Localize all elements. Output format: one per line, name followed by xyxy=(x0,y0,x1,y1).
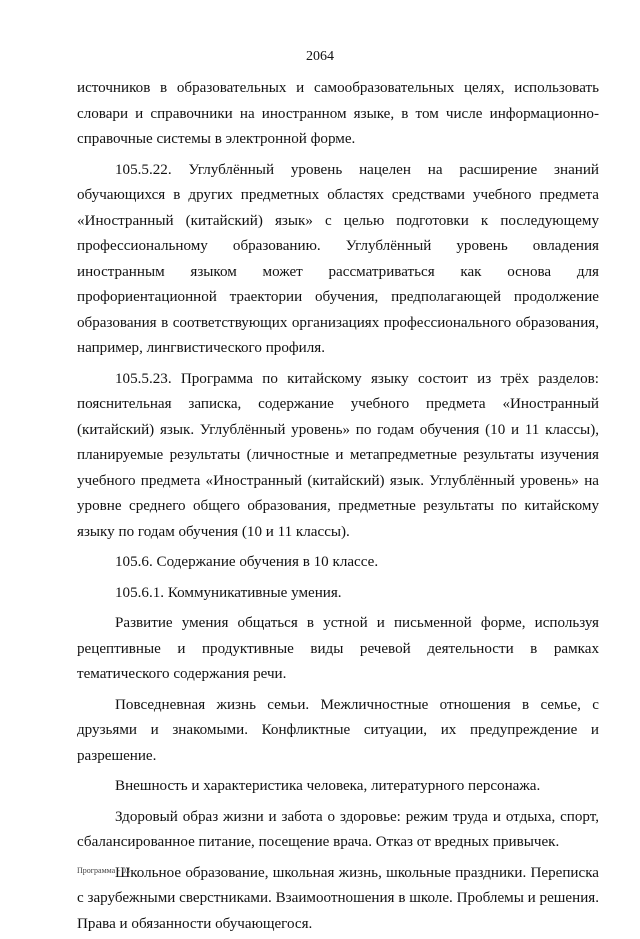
section-heading-105-6: 105.6. Содержание обучения в 10 классе. xyxy=(115,554,379,570)
paragraph-family-life: Повседневная жизнь семьи. Межличностные отношения в семье, с друзьями и знакомыми. Конфликтные ситуации, их предупреждение и разрешение. xyxy=(77,696,599,764)
paragraph-school-education: Школьное образование, школьная жизнь, школьные праздники. Переписка с зарубежными сверстниками. Взаимоотношения в школе. Проблемы и решения. Права и обязанности обучающегося. xyxy=(77,864,599,932)
page-footer: Программа - 03 xyxy=(77,866,130,875)
document-body xyxy=(77,76,599,939)
section-heading-105-6-1: 105.6.1. Коммуникативные умения. xyxy=(115,584,342,601)
paragraph-healthy-lifestyle: Здоровый образ жизни и забота о здоровье: режим труда и отдыха, спорт, сбалансированное питание, посещение врача. Отказ от вредных привычек. xyxy=(77,808,599,850)
page-number: 2064 xyxy=(306,49,334,64)
paragraph-105-5-23: 105.5.23. Программа по китайскому языку состоит из трёх разделов: пояснительная записка, содержание учебного предмета «Иностранный (китайский) язык. Углублённый уровень» по годам обучения (10 и 11 классы), планируемые результаты (личностные и метапредметные результаты изучения учебного предмета «Иностранный (китайский) язык. Углублённый уровень» на уровне среднего общего образования, предметные результаты по китайскому языку по годам обучения (10 и 11 классы). xyxy=(77,370,599,540)
paragraph-appearance: Внешность и характеристика человека, литературного персонажа. xyxy=(115,778,541,794)
paragraph-105-5-22: 105.5.22. Углублённый уровень нацелен на расширение знаний обучающихся в других предметных областях средствами учебного предмета «Иностранный (китайский) язык» с целью подготовки к последующему профессиональному образованию. Углублённый уровень овладения иностранным языком может рассматриваться как основа для профориентационной траектории обучения, предполагающей продолжение образования в соответствующих организациях профессионального образования, например, лингвистического профиля. xyxy=(77,161,599,356)
paragraph-communication-skills: Развитие умения общаться в устной и письменной форме, используя рецептивные и продуктивные виды речевой деятельности в рамках тематического содержания речи. xyxy=(77,615,599,682)
paragraph-continuation: источников в образовательных и самообразовательных целях, использовать словари и справочники на иностранном языке, в том числе информационно-справочные системы в электронной форме. xyxy=(77,80,599,147)
